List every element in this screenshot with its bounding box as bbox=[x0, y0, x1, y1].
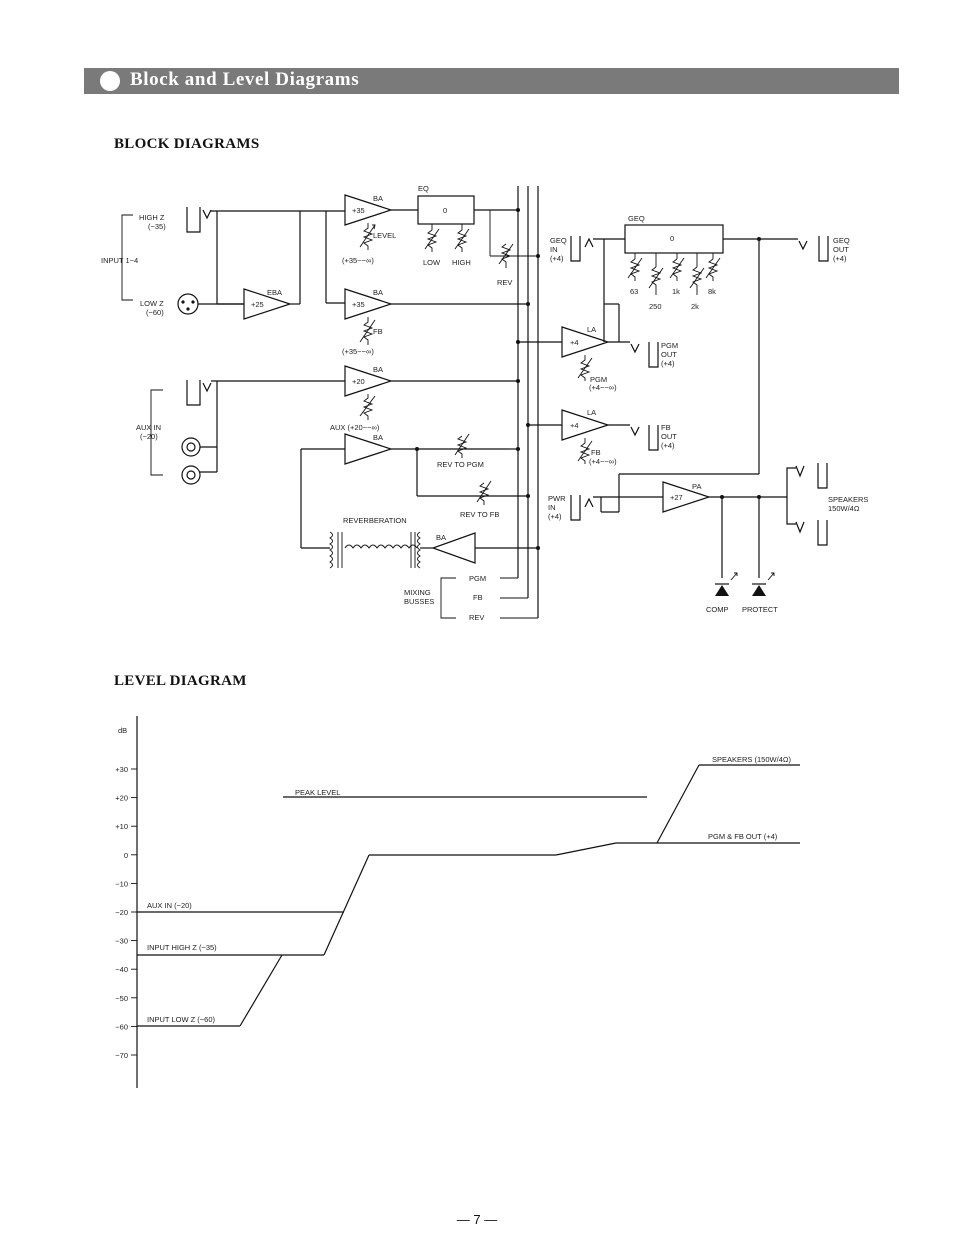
protect-led-icon bbox=[752, 573, 774, 596]
aux-in-level: (−20) bbox=[140, 432, 158, 441]
high-z-label: HIGH Z bbox=[139, 213, 165, 222]
input-low-z-level-label: INPUT LOW Z (−60) bbox=[147, 1015, 215, 1024]
level-tick-label: −50 bbox=[115, 993, 128, 1003]
eq-low-pot bbox=[425, 224, 439, 252]
geq-value: 0 bbox=[670, 234, 675, 243]
pgm-fb-out-level-label: PGM & FB OUT (+4) bbox=[708, 832, 778, 841]
pgm-out-label: PGM bbox=[661, 341, 679, 350]
ba-gain-1: +35 bbox=[352, 206, 365, 215]
geq-in-label: GEQ bbox=[550, 236, 567, 245]
pgm-out-level: (+4) bbox=[661, 359, 675, 368]
aux-in-level-label: AUX IN (−20) bbox=[147, 901, 192, 910]
block-diagram bbox=[101, 184, 868, 622]
level-tick-label: +30 bbox=[115, 765, 128, 774]
level-tick-label: −70 bbox=[115, 1051, 128, 1060]
pa-gain: +27 bbox=[670, 493, 683, 502]
ba-label-5: BA bbox=[436, 533, 447, 542]
geq-label: GEQ bbox=[628, 214, 645, 223]
pgm-master-label: PGM bbox=[590, 375, 608, 384]
la-gain-1: +4 bbox=[570, 338, 579, 347]
level-diagram bbox=[115, 716, 800, 1088]
fb-out-label: FB bbox=[661, 423, 671, 432]
aux-phone-jack bbox=[187, 380, 345, 472]
bus-rev-label: REV bbox=[469, 613, 485, 622]
low-z-level: (−60) bbox=[146, 308, 164, 317]
bus-pgm-label: PGM bbox=[469, 574, 487, 583]
la-label-1: LA bbox=[587, 325, 597, 334]
rev-to-pgm-label: REV TO PGM bbox=[437, 460, 484, 469]
level-tick-label: −20 bbox=[115, 908, 128, 917]
block-diagrams-heading: BLOCK DIAGRAMS bbox=[114, 136, 260, 152]
fb-master-label: FB bbox=[591, 448, 601, 457]
level-tick-label: +10 bbox=[115, 822, 128, 832]
la-amp-fb bbox=[562, 410, 608, 440]
la-label-2: LA bbox=[587, 408, 597, 417]
input-high-z-level-label: INPUT HIGH Z (−35) bbox=[147, 943, 217, 952]
geq-1k-label: 1k bbox=[672, 287, 680, 296]
rev-to-fb-label: REV TO FB bbox=[460, 510, 500, 519]
rev-to-fb-pot bbox=[477, 481, 491, 505]
level-tick-label: −30 bbox=[115, 936, 128, 946]
la-gain-2: +4 bbox=[570, 421, 579, 430]
reverb-spring-icon bbox=[330, 532, 420, 568]
rev-to-pgm-pot bbox=[455, 434, 469, 458]
level-tick-label: −40 bbox=[115, 965, 128, 975]
ba-label-1: BA bbox=[373, 194, 384, 203]
fb-out-level: (+4) bbox=[661, 441, 675, 450]
pwr-in-label-2: IN bbox=[548, 503, 556, 512]
eba-label: EBA bbox=[267, 288, 283, 297]
eq-label: EQ bbox=[418, 184, 429, 193]
aux-label: AUX (+20~−∞) bbox=[330, 423, 380, 432]
eq-high-label: HIGH bbox=[452, 258, 471, 267]
level-tick-label: −60 bbox=[115, 1022, 128, 1032]
speakers-rating: 150W/4Ω bbox=[828, 504, 860, 513]
eq-high-pot bbox=[455, 224, 469, 252]
level-range: (+35~−∞) bbox=[342, 256, 374, 265]
comp-led-icon bbox=[715, 573, 737, 596]
rev-send-label: REV bbox=[497, 278, 513, 287]
geq-out-label: GEQ bbox=[833, 236, 850, 245]
page-title: Block and Level Diagrams bbox=[130, 69, 360, 90]
speakers-level-label: SPEAKERS (150W/4Ω) bbox=[712, 755, 791, 764]
geq-2k-label: 2k bbox=[691, 302, 699, 311]
eq-low-label: LOW bbox=[423, 258, 441, 267]
la-amp-pgm bbox=[562, 327, 608, 357]
ba-gain-3: +20 bbox=[352, 377, 365, 386]
xlr-jack-icon bbox=[178, 294, 244, 314]
ba-label-2: BA bbox=[373, 288, 384, 297]
geq-out-label-2: OUT bbox=[833, 245, 849, 254]
eq-value: 0 bbox=[443, 206, 448, 215]
aux-pot bbox=[360, 394, 375, 420]
pwr-in-level: (+4) bbox=[548, 512, 562, 521]
level-tick-label: 0 bbox=[123, 850, 128, 860]
high-z-level: (−35) bbox=[148, 222, 166, 231]
aux-rca-jack-1 bbox=[182, 438, 217, 456]
pa-label: PA bbox=[692, 482, 702, 491]
low-z-label: LOW Z bbox=[140, 299, 164, 308]
pgm-out-label-2: OUT bbox=[661, 350, 677, 359]
reverberation-label: REVERBERATION bbox=[343, 516, 407, 525]
ba-label-4: BA bbox=[373, 433, 384, 442]
level-label: LEVEL bbox=[373, 231, 397, 240]
peak-level-label: PEAK LEVEL bbox=[295, 788, 341, 797]
level-tick-label: −10 bbox=[115, 879, 128, 889]
ba-gain-2: +35 bbox=[352, 300, 365, 309]
bus-fb-label: FB bbox=[473, 593, 483, 602]
aux-in-label: AUX IN bbox=[136, 423, 162, 432]
comp-label: COMP bbox=[706, 605, 729, 614]
input-label: INPUT 1~4 bbox=[101, 256, 139, 265]
ba-amp-reverb-return bbox=[345, 434, 391, 464]
mixing-label: MIXING bbox=[404, 588, 431, 597]
level-unit-label: dB bbox=[118, 726, 128, 735]
fb-out-label-2: OUT bbox=[661, 432, 677, 441]
fb-send-label: FB bbox=[373, 327, 383, 336]
level-tick-label: +20 bbox=[115, 793, 128, 803]
fb-send-range: (+35~−∞) bbox=[342, 347, 374, 356]
speakers-label: SPEAKERS bbox=[828, 495, 869, 504]
pgm-master-range: (+4~−∞) bbox=[589, 383, 617, 392]
geq-8k-label: 8k bbox=[708, 287, 716, 296]
pwr-in-label: PWR bbox=[548, 494, 566, 503]
geq-in-level: (+4) bbox=[550, 254, 564, 263]
geq-250-label: 250 bbox=[649, 302, 662, 311]
geq-in-label-2: IN bbox=[550, 245, 558, 254]
fb-master-range: (+4~−∞) bbox=[589, 457, 617, 466]
aux-rca-jack-2 bbox=[182, 466, 217, 484]
busses-label: BUSSES bbox=[404, 597, 435, 606]
ba-label-3: BA bbox=[373, 365, 384, 374]
geq-63-label: 63 bbox=[630, 287, 639, 296]
geq-out-level: (+4) bbox=[833, 254, 847, 263]
protect-label: PROTECT bbox=[742, 605, 778, 614]
eba-gain: +25 bbox=[251, 300, 264, 309]
level-diagram-heading: LEVEL DIAGRAM bbox=[114, 673, 247, 689]
page-number: — 7 — bbox=[456, 1212, 498, 1227]
